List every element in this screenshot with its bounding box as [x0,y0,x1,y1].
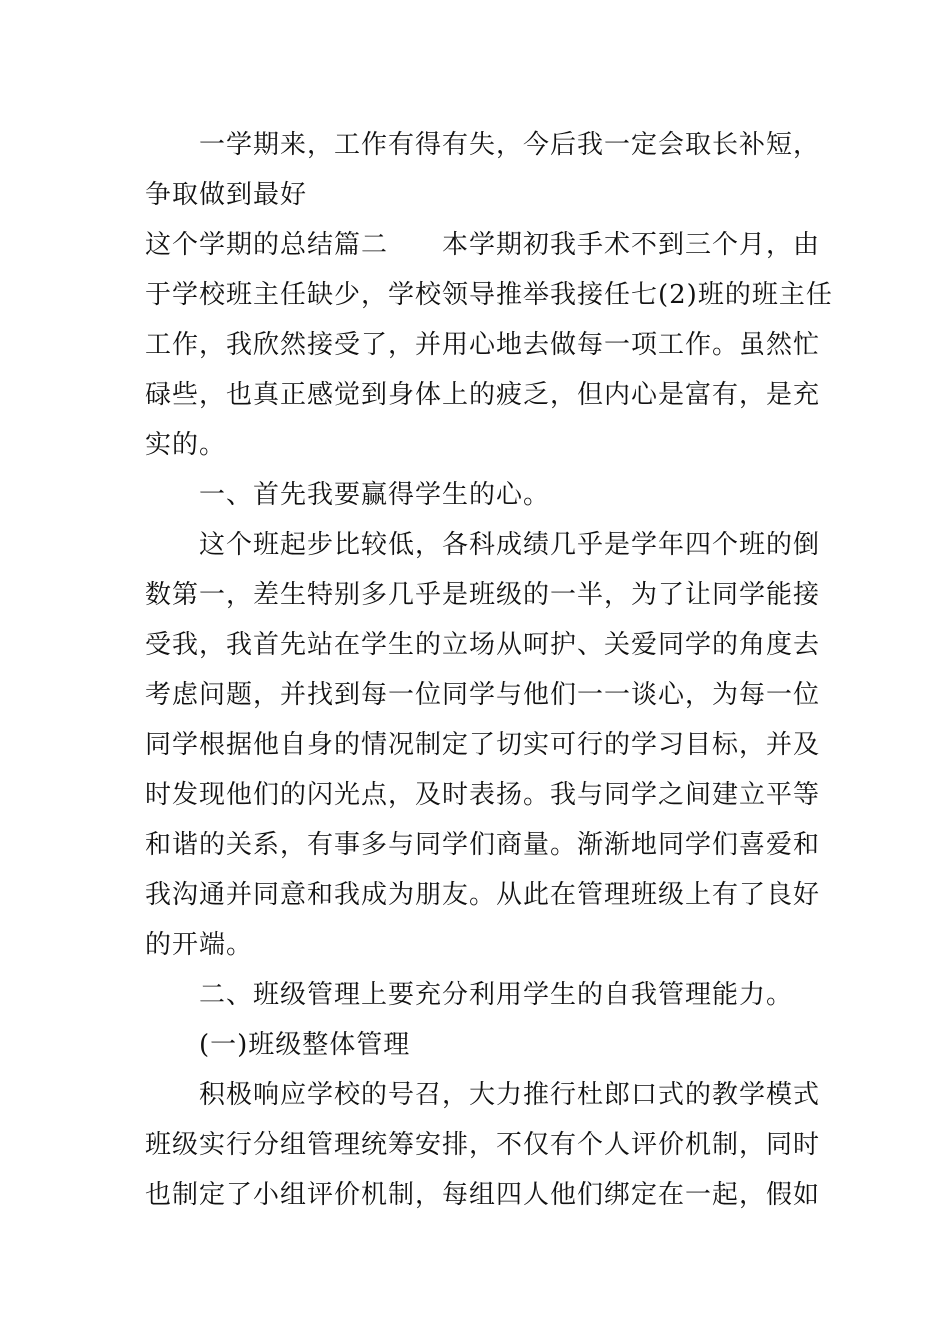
text-line: 班级实行分组管理统筹安排，不仅有个人评价机制，同时 [145,1130,821,1160]
text-line: 的开端。 [145,930,254,960]
paragraph-summary-intro [145,120,821,220]
text-line: 时发现他们的闪光点，及时表扬。我与同学之间建立平等 [145,780,821,810]
text-line: 一学期来，工作有得有失，今后我一定会取长补短， [199,130,821,160]
text-line: 于学校班主任缺少，学校领导推举我接任七(2)班的班主任 [145,280,833,310]
paragraph-class-background [145,520,821,970]
text-line: 我沟通并同意和我成为朋友。从此在管理班级上有了良好 [145,880,821,910]
text-line: 考虑问题，并找到每一位同学与他们一一谈心，为每一位 [145,680,821,710]
document-body [145,120,833,1220]
heading-overall-management [145,1020,809,1070]
paragraph-group-management [145,1070,821,1220]
paragraph-section-two-opening [145,220,833,470]
text-line: 这个班起步比较低，各科成绩几乎是学年四个班的倒 [199,530,821,560]
text-line: (一)班级整体管理 [199,1030,411,1060]
text-line: 也制定了小组评价机制，每组四人他们绑定在一起，假如 [145,1180,821,1210]
text-line: 一、首先我要赢得学生的心。 [199,480,551,510]
heading-self-management [145,970,809,1020]
text-line: 数第一，差生特别多几乎是班级的一半，为了让同学能接 [145,580,821,610]
text-line: 实的。 [145,430,227,460]
text-line: 碌些，也真正感觉到身体上的疲乏，但内心是富有，是充 [145,380,821,410]
text-line: 工作，我欣然接受了，并用心地去做每一项工作。虽然忙 [145,330,821,360]
text-line: 受我，我首先站在学生的立场从呵护、关爱同学的角度去 [145,630,821,660]
text-line: 和谐的关系，有事多与同学们商量。渐渐地同学们喜爱和 [145,830,821,860]
text-line: 这个学期的总结篇二 本学期初我手术不到三个月，由 [145,230,821,260]
text-line: 二、班级管理上要充分利用学生的自我管理能力。 [199,980,794,1010]
text-line: 同学根据他自身的情况制定了切实可行的学习目标，并及 [145,730,821,760]
text-line: 积极响应学校的号召，大力推行杜郎口式的教学模式 [199,1080,821,1110]
text-line: 争取做到最好 [145,180,308,210]
heading-win-students-hearts [145,470,809,520]
